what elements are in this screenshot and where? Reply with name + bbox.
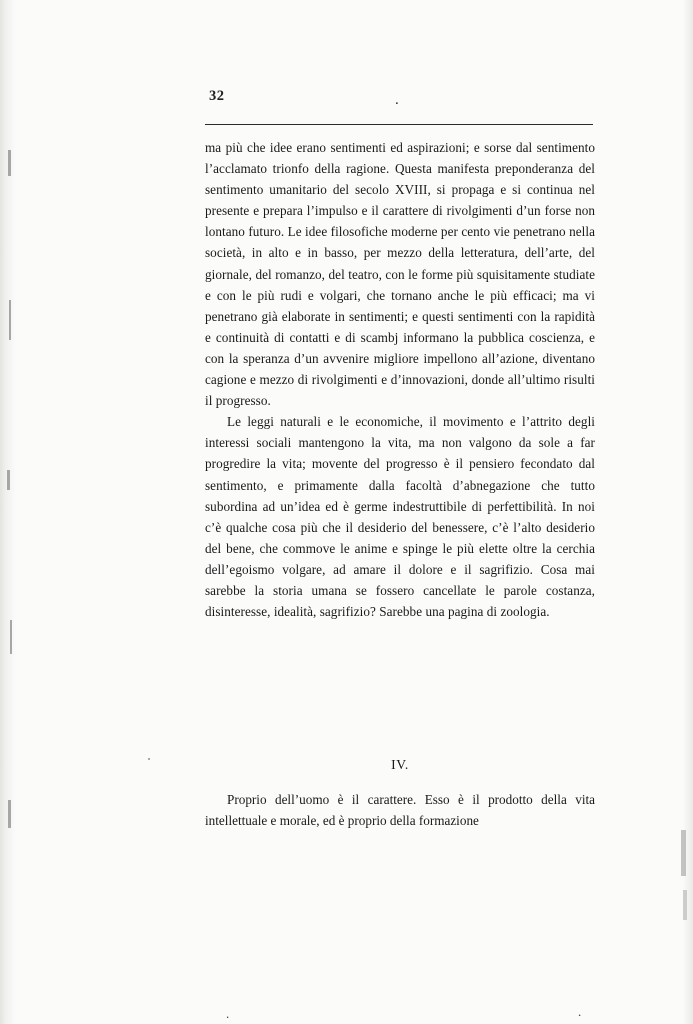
paragraph-2: Le leggi naturali e le economiche, il movimento e l’attrito degli interessi sociali mantengono la vita, ma non valgono da sole a far progredire la vita; movente del progresso è il pensiero fecondato dal sentimento, e primamente dalla facoltà d’abnegazione che tutto subordina ad un’idea ed è germe indestruttibile di perfettibilità. In noi c’è qualche cosa più che il desiderio del benessere, c’è l’alto desiderio del bene, che commove le anime e spinge le più elette oltre la cerchia dell’egoismo volgare, ad amare il dolore e il sagrifizio. Cosa mai sarebbe la storia umana se fossero cancellate le parole costanza, disinteresse, idealità, sagrifizio? Sarebbe una pagina di zoologia. [205,414,595,620]
page-number: 32 [209,88,225,104]
header-mark: . [395,92,399,108]
paragraph-3: Proprio dell’uomo è il carattere. Esso è il prodotto della vita intellettuale e morale, ed è proprio della formazione [205,792,595,829]
tail-text [205,789,595,831]
paragraph-1: ma più che idee erano sentimenti ed aspirazioni; e sorse dal sentimento l’acclamato trionfo della ragione. Questa manifesta preponderanza del sentimento umanitario del secolo XVIII, si propaga e si continua nel presente e prepara l’impulso e il carattere di rivolgimenti d’un forse non lontano futuro. Le idee filosofiche moderne per cento vie penetrano nella società, in alto e in basso, per mezzo della letteratura, dell’arte, del giornale, del romanzo, del teatro, con le forme più squisitamente studiate e con le più rudi e volgari, che tornano anche le più efficaci; ma vi penetrano già elaborate in sentimenti; e questi sentimenti con la rapidità e continuità di contatti e di scambj informano la pubblica coscienza, e con la speranza d’un avvenire migliore impellono all’azione, diventano cagione e mezzo di rivolgimenti e d’innovazioni, donde all’ultimo risulti il progresso. [205,140,595,409]
section-heading: IV. [391,757,409,772]
footer-mark-left: . [226,1006,230,1021]
header-rule [205,124,593,125]
footer-mark-right: . [578,1004,582,1019]
body-text [205,137,595,622]
